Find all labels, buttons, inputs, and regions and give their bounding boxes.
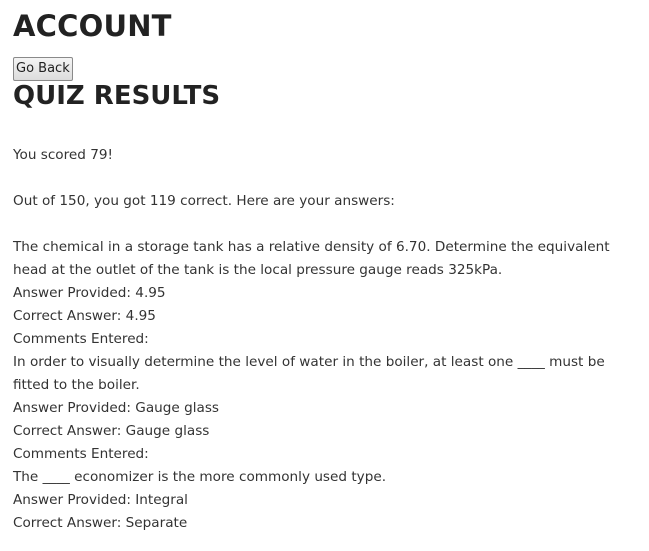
question-text: The chemical in a storage tank has a relative density of 6.70. Determine the equivalent head at the outlet of the tank is the local pressure gauge reads 325kPa. — [13, 239, 610, 278]
question-item — [13, 236, 636, 351]
correct-answer: Correct Answer: Gauge glass — [13, 423, 210, 439]
summary-text: Out of 150, you got 119 correct. Here are your answers: — [13, 193, 395, 209]
answer-provided: Answer Provided: Integral — [13, 492, 188, 508]
question-item — [13, 351, 636, 466]
comments-entered: Comments Entered: — [13, 331, 149, 347]
question-item — [13, 466, 636, 535]
comments-entered: Comments Entered: — [13, 446, 149, 462]
question-text: The ____ economizer is the more commonly used type. — [13, 469, 387, 485]
quiz-results-title: QUIZ RESULTS — [13, 81, 221, 111]
go-back-button[interactable]: Go Back — [13, 57, 73, 81]
score-text: You scored 79! — [13, 147, 113, 163]
correct-answer: Correct Answer: 4.95 — [13, 308, 156, 324]
results-content — [13, 144, 636, 535]
page-title: ACCOUNT — [13, 9, 172, 43]
spacer — [13, 167, 636, 190]
spacer — [13, 213, 636, 236]
answer-provided: Answer Provided: 4.95 — [13, 285, 166, 301]
correct-answer: Correct Answer: Separate — [13, 515, 188, 531]
question-text: In order to visually determine the level of water in the boiler, at least one ____ must be fitted to the boiler. — [13, 354, 605, 393]
answer-provided: Answer Provided: Gauge glass — [13, 400, 219, 416]
